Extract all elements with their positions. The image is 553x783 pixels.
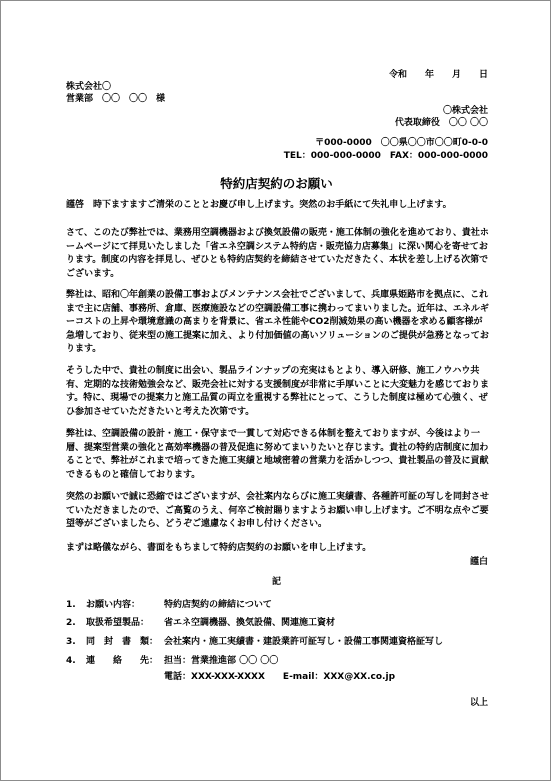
recipient-company: 株式会社〇 [66, 82, 112, 92]
list-item [66, 599, 272, 612]
sender-representative: 代表取締役 〇〇 〇〇 [394, 118, 488, 128]
item-label: 同 封 書 類： [86, 637, 159, 647]
item-label: 取扱希望製品： [86, 618, 150, 628]
item-value: 会社案内・施工実績書・建設業許可証写し・設備工事関連資格証写し [164, 637, 444, 647]
contact-detail: 電話：XXX-XXX-XXXX E-mail：XXX@XX.co.jp [164, 672, 396, 682]
opening-greeting: 謹啓 時下ますますご清栄のこととお慶び申し上げます。突然のお手紙にて失礼申し上げます。 [66, 200, 452, 210]
list-item [66, 617, 335, 630]
body-paragraph-4: 弊社は、空調設備の設計・施工・保守まで一貫して対応できる体制を整えておりますが、今後はより一層、提案型営業の強化と高効率機器の普及促進に努めてまいりたいと存じます。貴社の特約店制度に加わることで、弊社がこれまで培ってきた施工実績と地域密着の営業力を活かしつつ、貴社製品の普及に貢献できるものと確信しております。 [66, 429, 489, 480]
item-number: 4. [66, 656, 76, 666]
sender-company: 〇株式会社 [442, 106, 488, 116]
body-paragraph-1: さて、このたび弊社では、業務用空調機器および換気設備の販売・施工体制の強化を進めており、貴社ホームページにて拝見いたしました「省エネ空調システム特約店・販売協力店募集」に深い関心を寄せております。制度の内容を拝見し、ぜひとも特約店契約を締結させていただきたく、本状を差し上げる次第でございます。 [66, 228, 489, 279]
item-value: 特約店契約の締結について [164, 600, 272, 610]
item-label: 連 絡 先： [86, 656, 159, 666]
closing-line: まずは略儀ながら、書面をもちまして特約店契約のお願いを申し上げます。 [66, 543, 372, 553]
item-number: 3. [66, 637, 76, 647]
item-value: 省エネ空調機器、換気設備、関連施工資材 [164, 618, 336, 628]
recipient-person: 営業部 〇〇 〇〇 様 [66, 94, 166, 104]
sender-address: 〒000-0000 〇〇県〇〇市〇〇町0-0-0 [315, 138, 488, 148]
body-paragraph-2: 弊社は、昭和〇年創業の設備工事およびメンテナンス会社でございまして、兵庫県姫路市を拠点に、これまで主に店舗、事務所、倉庫、医療施設などの空調設備工事に携わってまいりました。近年は、エネルギーコストの上昇や環境意識の高まりを背景に、省エネ性能やCO2削減効果の高い機器を求める顧客様が急増しており、従来型の施工提案に加え、より付加価値の高いソリューションのご提供が急務となっております。 [66, 290, 489, 354]
ki-heading: 記 [271, 577, 281, 587]
ijou-closing: 以上 [469, 698, 488, 708]
item-value: 担当：営業推進部 〇〇 〇〇 [164, 656, 279, 666]
list-item [66, 655, 278, 668]
closing-word: 謹白 [469, 557, 488, 567]
body-paragraph-3: そうした中で、貴社の制度に出会い、製品ラインナップの充実はもとより、導入研修、施工ノウハウ共有、定期的な技術勉強会など、販売会社に対する支援制度が非常に手厚いことに大変魅力を感じております。特に、現場での提案力と施工品質の両立を重視する弊社にとって、こうした制度は極めて心強く、ぜひ参加させていただきたいと考えた次第です。 [66, 366, 490, 417]
item-label: お願い内容： [86, 600, 141, 610]
item-number: 2. [66, 618, 76, 628]
sender-contact: TEL：000-000-0000 FAX：000-000-0000 [283, 151, 488, 161]
list-item [66, 636, 443, 649]
letter-date: 令和 年 月 日 [388, 70, 488, 80]
body-paragraph-5: 突然のお願いで誠に恐縮ではございますが、会社案内ならびに施工実績書、各種許可証の写しを同封させていただきましたので、ご高覧のうえ、何卒ご検討賜りますようお願い申し上げます。ご不明な点やご要望等がございましたら、どうぞご遠慮なくお申し付けください。 [66, 492, 490, 529]
letter-title: 特約店契約のお願い [220, 176, 333, 191]
item-number: 1. [66, 600, 76, 610]
